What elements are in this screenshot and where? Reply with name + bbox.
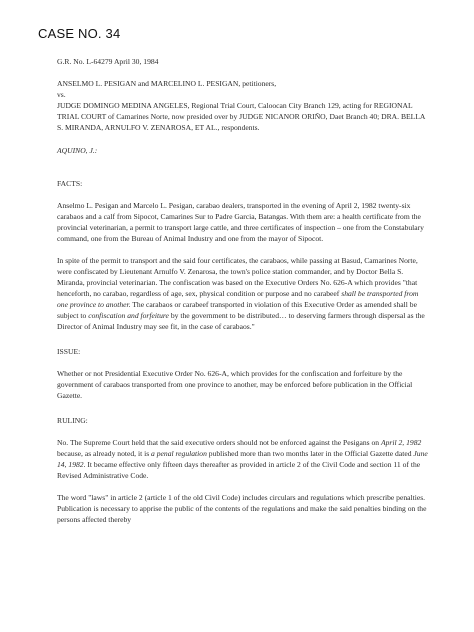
ruling-p1-penal-emphasis: a penal regulation (151, 449, 207, 458)
ruling-paragraph-2: The word "laws" in article 2 (article 1 of the old Civil Code) includes circulars and regulations which prescribe penalties. Publication is necessary to apprise the public of the contents of the regulations and make the said penalties binding on the persons affected thereby (57, 493, 427, 524)
facts-p2-emphasis-transport: shall be transported from one province to another. (57, 289, 419, 309)
ruling-p1-text-a: No. The Supreme Court held that the said executive orders should not be enforced against the Pesigans on (57, 438, 381, 447)
facts-paragraph-1: Anselmo L. Pesigan and Marcelo L. Pesigan, carabao dealers, transported in the evening of April 2, 1982 twenty-six carabaos and a calf from Sipocot, Camarines Sur to Padre Garcia, Batangas. With them are: a health certificate from the provincial veterinarian, a permit to transport large cattle, and three certificates of inspection – one from the Constabulary command, one from the Bureau of Animal Industry and one from the mayor of Sipocot. (57, 201, 424, 243)
versus: vs. (57, 90, 66, 99)
respondents: JUDGE DOMINGO MEDINA ANGELES, Regional Trial Court, Caloocan City Branch 129, acting for REGIONAL TRIAL COURT of Camarines Norte, now presided over by JUDGE NICANOR ORIÑO, Daet Branch 40; DRA. BELLA S. MIRANDA, ARNULFO V. ZENAROSA, ET AL., respondents. (57, 101, 425, 132)
gr-number: G.R. No. L-64279 April 30, 1984 (57, 57, 159, 66)
facts-paragraph-2 (57, 255, 429, 332)
facts-p2-text-e: by the government to be distributed… to deserving farmers through dispersal as the Director of Animal Industry may see fit, in the case of carabaos." (57, 311, 425, 331)
facts-heading: FACTS: (57, 179, 83, 188)
ruling-p1-text-e: published more than two months later in the Official Gazette dated (206, 449, 414, 458)
ruling-p1-text-g: . It became effective only fifteen days thereafter as provided in article 2 of the Civil Code and section 11 of the Revised Administrative Code. (57, 460, 421, 480)
case-number: CASE NO. 34 (38, 26, 121, 41)
ruling-heading: RULING: (57, 416, 88, 425)
case-parties (57, 78, 429, 133)
facts-p2-emphasis-confiscation: confiscation and forfeiture (88, 311, 169, 320)
case-digest (57, 56, 429, 536)
ruling-p1-gazette-date-emphasis: June 14, 1982 (57, 449, 428, 469)
ponente: AQUINO, J.: (57, 146, 98, 155)
petitioners: ANSELMO L. PESIGAN and MARCELINO L. PESIGAN, petitioners, (57, 79, 277, 88)
ruling-paragraph-1 (57, 437, 429, 481)
issue-paragraph: Whether or not Presidential Executive Order No. 626-A, which provides for the confiscation and forfeiture by the government of carabaos transported from one province to another, may be enforced before publication in the Official Gazette. (57, 369, 413, 400)
issue-heading: ISSUE: (57, 347, 81, 356)
facts-p2-text-a: In spite of the permit to transport and the said four certificates, the carabaos, while passing at Basud, Camarines Norte, were confiscated by Lieutenant Arnulfo V. Zenarosa, the town's police station commander, and by Doctor Bella S. Miranda, provincial veterinarian. The confiscation was based on the Executive Orders No. 626-A which provides "that henceforth, no carabao, regardless of age, sex, physical condition or purpose and no carabeef (57, 256, 418, 298)
ruling-p1-text-c: because, as already noted, it is (57, 449, 152, 458)
ruling-p1-date-emphasis: April 2, 1982 (381, 438, 422, 447)
facts-p2-text-c: The carabaos or carabeef transported in violation of this Executive Order as amended shall be subject to (57, 300, 417, 320)
